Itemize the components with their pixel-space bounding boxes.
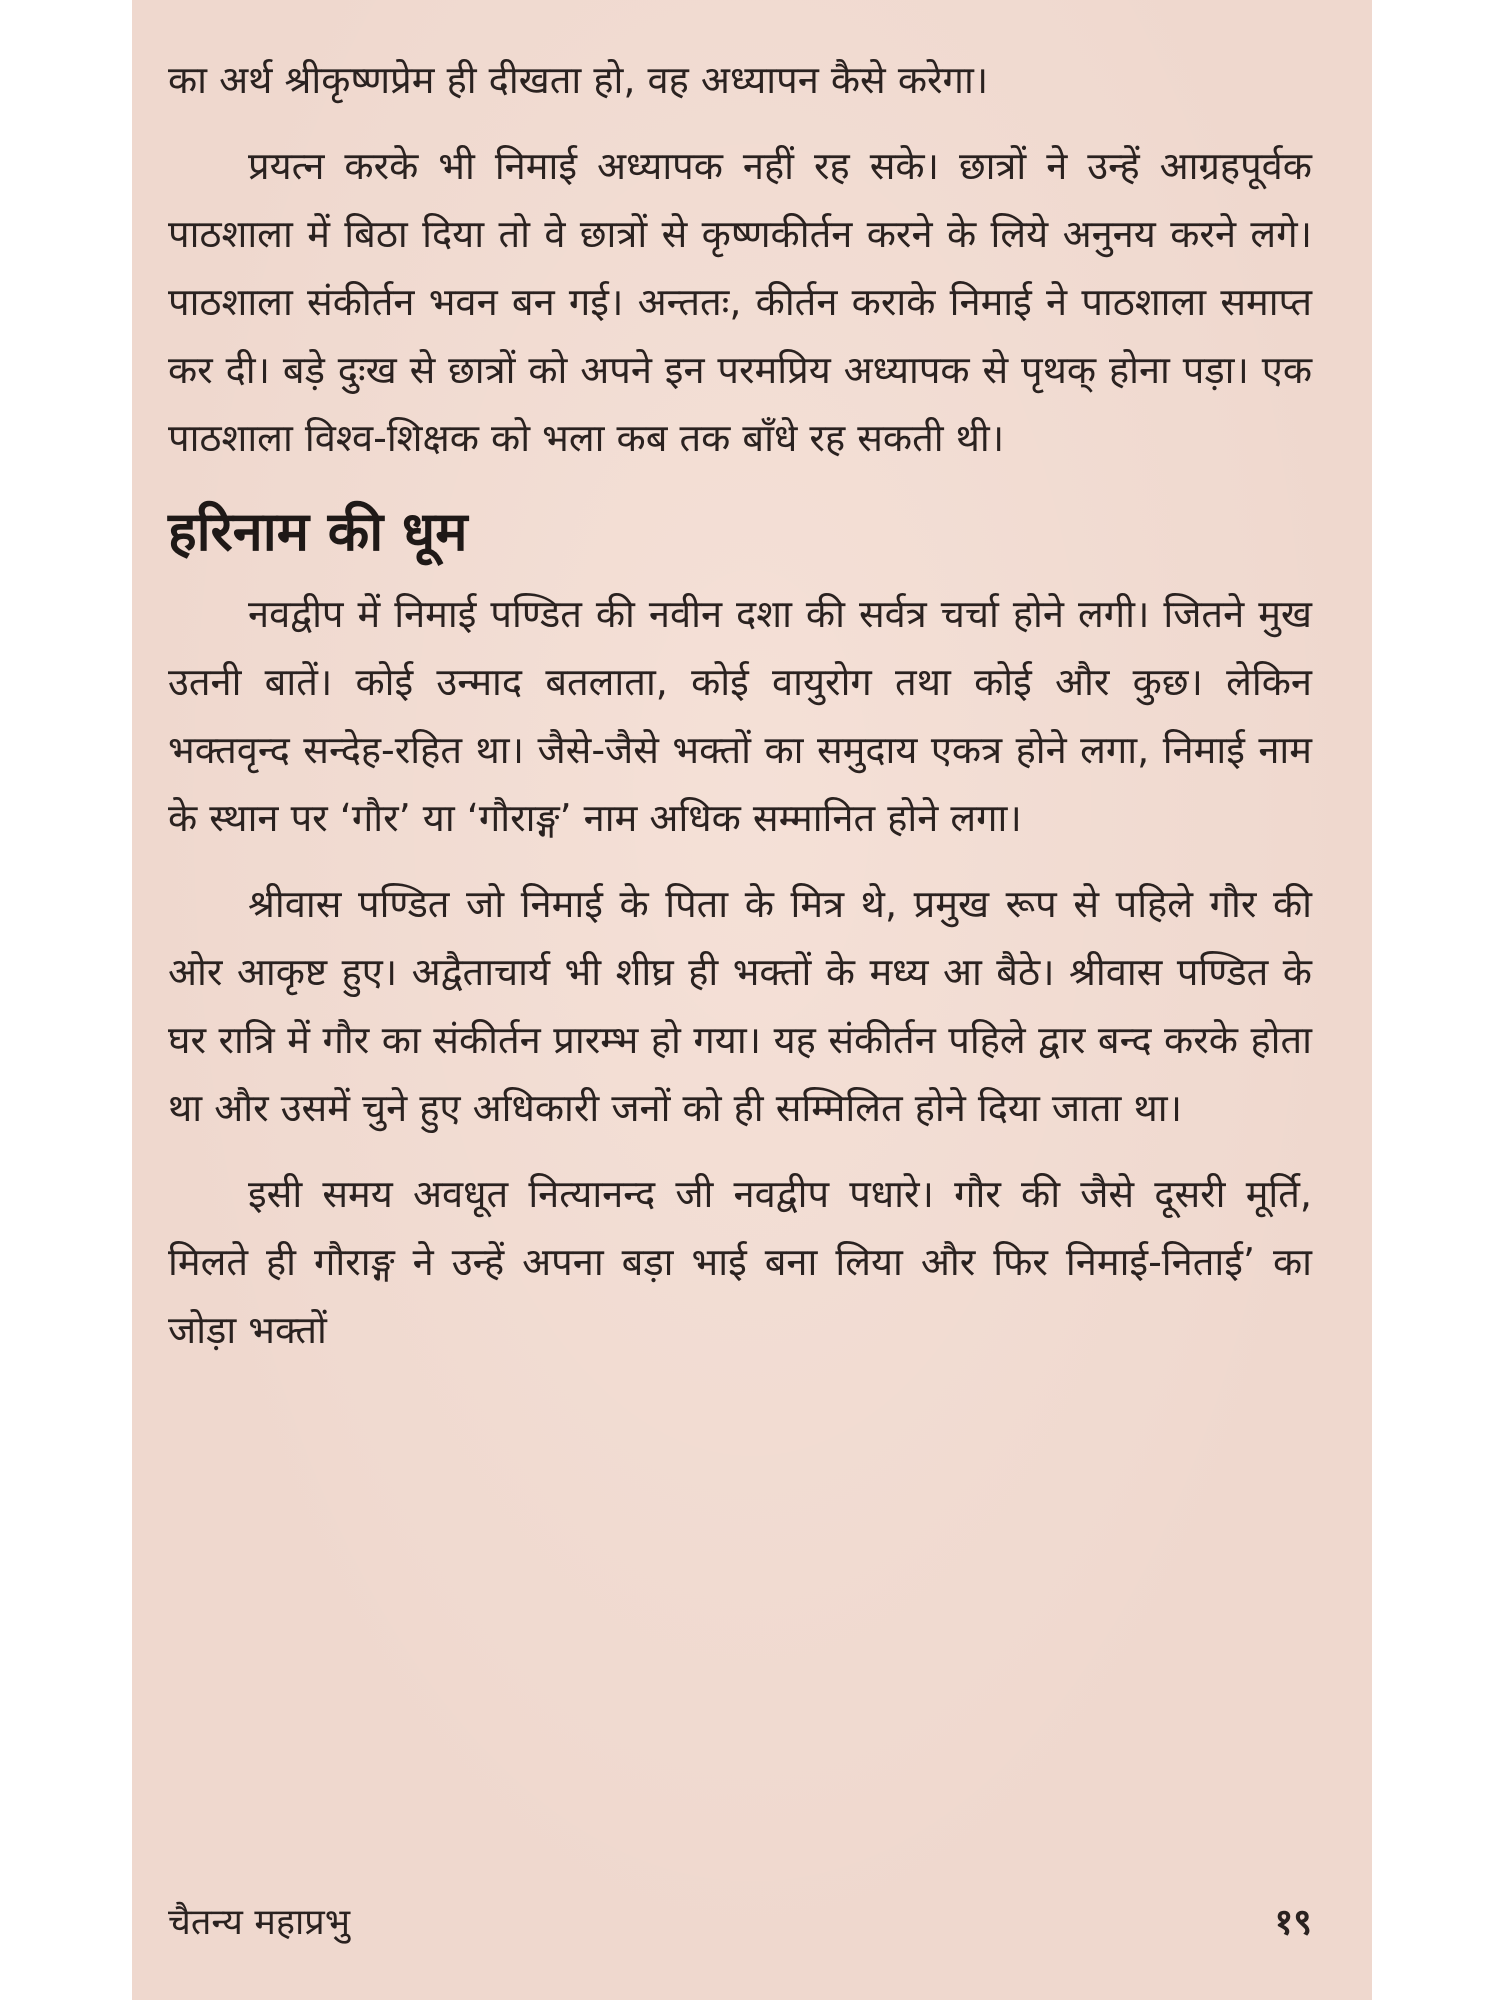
paragraph-teaching: प्रयत्न करके भी निमाई अध्यापक नहीं रह सके। छात्रों ने उन्हें आग्रहपूर्वक पाठशाला में बिठा दिया तो वे छात्रों से कृष्णकीर्तन करने के लिये अनुनय करने लगे। पाठशाला संकीर्तन भवन बन गई। अन्ततः, कीर्तन कराके निमाई ने पाठशाला समाप्त कर दी। बड़े दुःख से छात्रों को अपने इन परमप्रिय अध्यापक से पृथक् होना पड़ा। एक पाठशाला विश्व-शिक्षक को भला कब तक बाँधे रह सकती थी।	[168, 144, 1312, 460]
paragraph-continuation: का अर्थ श्रीकृष्णप्रेम ही दीखता हो, वह अध्यापन कैसे करेगा।	[168, 58, 989, 102]
book-page-scan	[132, 0, 1372, 2000]
paragraph-shrivas: श्रीवास पण्डित जो निमाई के पिता के मित्र थे, प्रमुख रूप से पहिले गौर की ओर आकृष्ट हुए। अद्वैताचार्य भी शीघ्र ही भक्तों के मध्य आ बैठे। श्रीवास पण्डित के घर रात्रि में गौर का संकीर्तन प्रारम्भ हो गया। यह संकीर्तन पहिले द्वार बन्द करके होता था और उसमें चुने हुए अधिकारी जनों को ही सम्मिलित होने दिया जाता था।	[168, 882, 1312, 1130]
running-footer-title: चैतन्य महाप्रभु	[168, 1902, 351, 1943]
paragraph-nityanand: इसी समय अवधूत नित्यानन्द जी नवद्वीप पधारे। गौर की जैसे दूसरी मूर्ति, मिलते ही गौराङ्ग ने उन्हें अपना बड़ा भाई बना लिया और फिर निमाई-निताई’ का जोड़ा भक्तों	[168, 1172, 1312, 1352]
body-text	[168, 46, 1312, 1364]
section-heading: हरिनाम की धूम	[168, 500, 468, 563]
page-number: १९	[1274, 1902, 1312, 1943]
paragraph-nabadwip: नवद्वीप में निमाई पण्डित की नवीन दशा की सर्वत्र चर्चा होने लगी। जितने मुख उतनी बातें। कोई उन्माद बतलाता, कोई वायुरोग तथा कोई और कुछ। लेकिन भक्तवृन्द सन्देह-रहित था। जैसे-जैसे भक्तों का समुदाय एकत्र होने लगा, निमाई नाम के स्थान पर ‘गौर’ या ‘गौराङ्ग’ नाम अधिक सम्मानित होने लगा।	[168, 592, 1312, 840]
